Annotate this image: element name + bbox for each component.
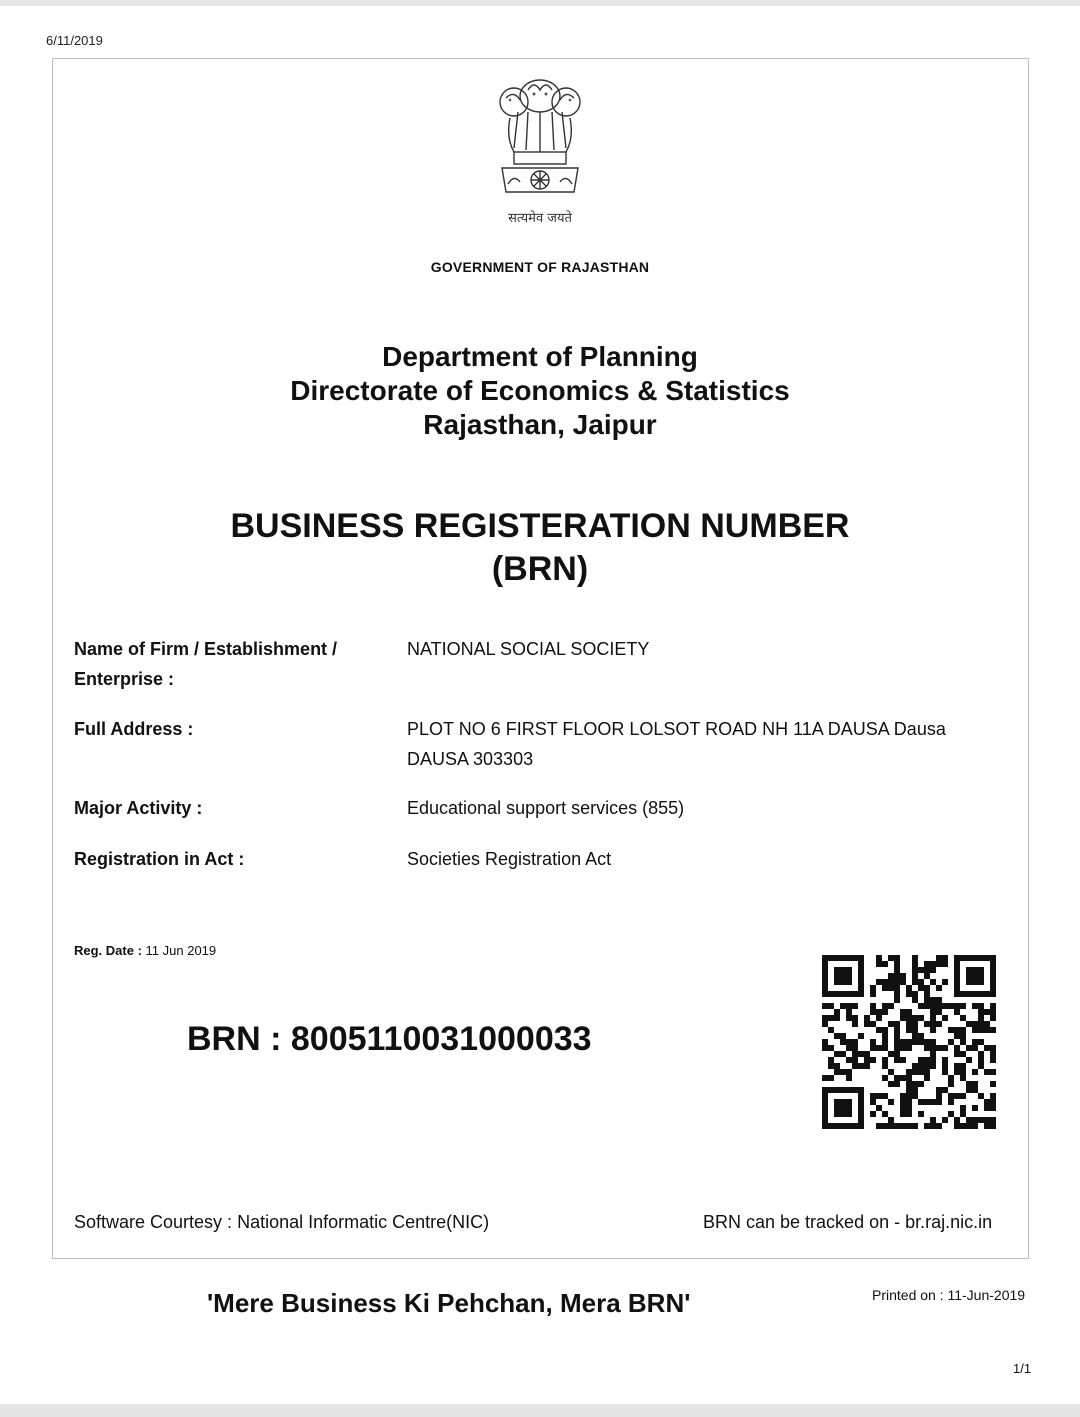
firm-name-value: NATIONAL SOCIAL SOCIETY [407, 639, 650, 659]
title-line-1: BUSINESS REGISTERATION NUMBER [230, 507, 850, 545]
title-line-2: (BRN) [491, 550, 589, 588]
slogan: 'Mere Business Ki Pehchan, Mera BRN' [207, 1288, 691, 1318]
brn-number: BRN : 8005110031000033 [187, 1020, 592, 1058]
reg-date-label: Reg. Date : [74, 943, 142, 958]
government-heading: GOVERNMENT OF RAJASTHAN [430, 259, 650, 275]
act-value: Societies Registration Act [407, 849, 612, 869]
emblem-motto: सत्यमेव जयते [508, 211, 572, 226]
reg-date-value: 11 Jun 2019 [145, 943, 217, 958]
printed-on: Printed on : 11-Jun-2019 [872, 1287, 1026, 1303]
department-name: Department of Planning [382, 341, 698, 372]
directorate-name: Directorate of Economics & Statistics [290, 375, 790, 406]
activity-value: Educational support services (855) [407, 798, 685, 818]
tracking-info: BRN can be tracked on - br.raj.nic.in [703, 1212, 993, 1232]
act-label: Registration in Act : [74, 849, 245, 869]
address-value: PLOT NO 6 FIRST FLOOR LOLSOT ROAD NH 11A DAUSA Dausa DAUSA 303303 [407, 719, 946, 769]
print-date: 6/11/2019 [46, 33, 103, 48]
department-heading [0, 340, 1080, 442]
department-location: Rajasthan, Jaipur [423, 409, 657, 440]
software-courtesy: Software Courtesy : National Informatic Centre(NIC) [74, 1212, 490, 1232]
reg-date [74, 943, 216, 958]
activity-label: Major Activity : [74, 798, 203, 818]
certificate-title [0, 505, 1080, 591]
state-emblem [488, 68, 592, 202]
page-edge-bottom [0, 1404, 1080, 1417]
page-number: 1/1 [1013, 1361, 1032, 1376]
address-label: Full Address : [74, 719, 194, 739]
qr-code [822, 955, 996, 1129]
page-edge-top [0, 0, 1080, 6]
firm-name-label: Name of Firm / Establishment / Enterprise : [74, 639, 338, 689]
